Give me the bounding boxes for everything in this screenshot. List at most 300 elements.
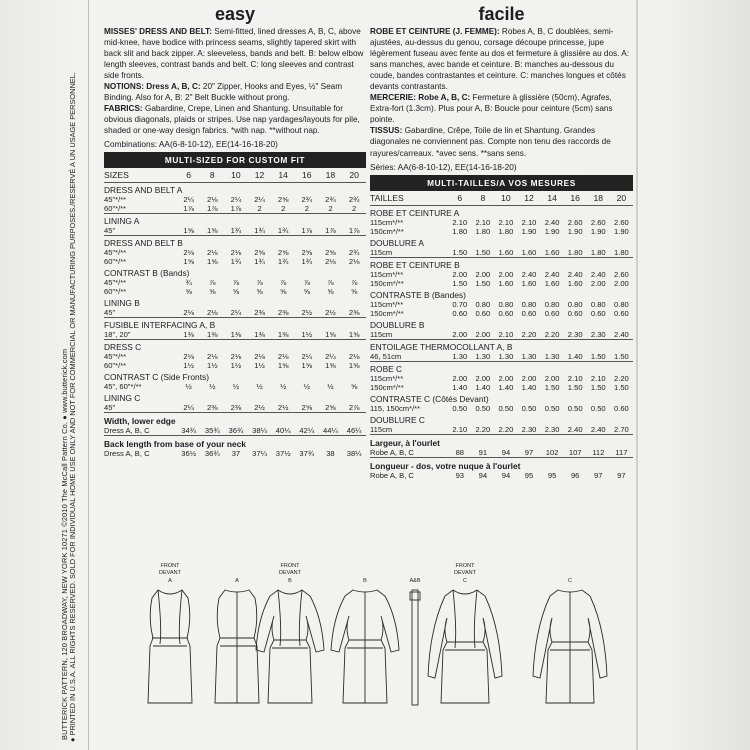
yardage-cell: 0.60 (614, 308, 629, 318)
yardage-cell: 0.80 (521, 299, 537, 309)
yardage-cell: 0.80 (614, 299, 629, 309)
yardage-section-label: DRESS AND BELT B (104, 238, 183, 249)
yardage-cell: 2¾ (301, 195, 313, 205)
dress-a-front-sketch (148, 590, 192, 703)
fabric-width-label: 45"*/** (104, 248, 127, 258)
back-length-row-label: Robe A, B, C (370, 470, 414, 480)
yardage-cell: ⅞ (280, 278, 287, 288)
yardage-cell: 0.50 (498, 403, 514, 413)
yardage-cell: 2.00 (452, 269, 468, 279)
yardage-section-row (370, 205, 633, 218)
yardage-cell: 2¼ (230, 195, 242, 205)
width-cell: 97 (524, 447, 534, 457)
yardage-cell: 1¾ (301, 257, 313, 267)
yardage-cell: 2⅛ (348, 352, 360, 362)
combinations: Combinations: AA(6-8-10-12), EE(14-16-18-20) (104, 139, 278, 150)
yardage-cell: 2⅜ (254, 308, 265, 318)
fabrics-label: TISSUS: (370, 126, 403, 136)
back-length-heading-row (104, 436, 366, 450)
yardage-cell: 2.10 (498, 329, 514, 339)
description-label: MISSES' DRESS AND BELT: (104, 27, 212, 36)
yardage-cell: 1⅞ (301, 226, 313, 236)
yardage-cell: 1½ (301, 330, 313, 340)
french-description (370, 26, 633, 159)
yardage-cell: 0.50 (544, 403, 560, 413)
back-length-cell: 36½ (181, 449, 197, 459)
yardage-cell: 1.60 (498, 247, 514, 257)
sizes-label: TAILLES (370, 192, 404, 203)
combinations: Séries: AA(6-8-10-12), EE(14-16-18-20) (370, 161, 517, 172)
fabric-width-label: 115cm*/** (370, 269, 404, 279)
yardage-cell: 2.10 (498, 217, 514, 227)
yardage-cell: 1.50 (475, 278, 491, 288)
width-heading-row (104, 413, 366, 427)
width-cell: 117 (615, 447, 628, 457)
yardage-cell: 2⅝ (277, 248, 289, 258)
yardage-cell: 2.60 (590, 217, 606, 227)
fabric-width-label: 115cm (370, 247, 393, 257)
yardage-cell: 2.70 (614, 424, 629, 434)
yardage-cell: 2¼ (183, 403, 194, 413)
english-column (104, 0, 366, 458)
sketch-label-front-b: FRONT (280, 563, 300, 569)
yardage-cell: 2.20 (521, 329, 537, 339)
yardage-cell: 2 (257, 204, 262, 214)
yardage-cell: 2⅝ (254, 248, 265, 258)
yardage-cell: 2¾ (348, 248, 360, 258)
yardage-cell: 0.80 (475, 299, 491, 309)
yardage-cell: 2.20 (498, 424, 514, 434)
width-label: Width, lower edge (104, 416, 176, 427)
yardage-cell: 2 (328, 204, 333, 214)
yardage-section-label: ROBE C (370, 363, 403, 374)
yardage-cell: 2.00 (452, 373, 468, 383)
size-cell: 10 (231, 170, 241, 181)
yardage-cell: 1.90 (544, 226, 560, 236)
yardage-row (370, 218, 633, 227)
yardage-cell: 1.50 (567, 382, 583, 392)
yardage-cell: 2.60 (614, 217, 629, 227)
yardage-cell: 1.80 (567, 247, 583, 257)
yardage-cell: 2.60 (567, 217, 583, 227)
back-length-heading-row (370, 457, 633, 471)
back-length-cell: 95 (547, 470, 557, 480)
back-length-row (104, 449, 366, 458)
yardage-cell: 2.40 (567, 269, 583, 279)
yardage-cell: 0.60 (498, 308, 514, 318)
yardage-cell: 2.00 (452, 329, 468, 339)
notions-label: NOTIONS: Dress A, B, C: (104, 82, 201, 92)
fabric-width-label: 45"*/** (104, 352, 127, 362)
yardage-cell: 2⅛ (207, 352, 218, 362)
yardage-cell: 2⅝ (325, 403, 336, 413)
yardage-cell: 2.10 (521, 217, 537, 227)
width-cell: 107 (568, 447, 582, 457)
yardage-cell: 2.10 (590, 373, 606, 383)
yardage-row (370, 279, 633, 288)
yardage-section-row (370, 236, 633, 248)
yardage-cell: 1.60 (567, 278, 583, 288)
yardage-bar: MULTI-TAILLES/A VOS MESURES (370, 175, 633, 191)
yardage-cell: 1⅜ (277, 330, 289, 340)
yardage-cell: 2.60 (614, 269, 629, 279)
fabrics-text: Gabardine, Crepe, Linen and Shantung. Unsuitable for obvious diagonals, plaids or stripes. Use nap yardages/layouts for pile, shaded or one-way design fabrics. *with nap. **without nap. (104, 104, 360, 136)
yardage-cell: 1.90 (521, 226, 537, 236)
yardage-cell: ⅝ (256, 287, 263, 297)
yardage-section-row (370, 318, 633, 330)
size-cell: 20 (616, 192, 627, 203)
yardage-row (104, 308, 366, 318)
yardage-cell: ⅝ (232, 287, 240, 297)
yardage-cell: ½ (256, 382, 263, 392)
yardage-cell: 2.00 (590, 278, 606, 288)
yardage-cell: 1.30 (452, 351, 468, 361)
yardage-row (370, 352, 633, 362)
yardage-cell: 1⅞ (183, 204, 194, 214)
yardage-section-row (370, 361, 633, 374)
yardage-cell: 1⅝ (348, 361, 360, 371)
size-cell: 6 (186, 170, 192, 181)
yardage-section-label: CONTRAST C (Side Fronts) (104, 372, 210, 383)
yardage-row (370, 425, 633, 435)
yardage-cell: ⅝ (350, 287, 358, 297)
yardage-cell: 2.00 (475, 373, 491, 383)
yardage-cell: 2.40 (567, 424, 583, 434)
yardage-section-row (104, 183, 366, 196)
yardage-cell: 0.70 (452, 299, 468, 309)
description-text: Robes A, B, C doublées, semi-ajustées, au-dessus du genou, corsage découpe princesse, jupe légèrement fuseau avec fente au dos et fermeture à glissière au dos. A: sans manches, avec bande et ceinture. B: manches au-dessous du coude, bandes contrastantes et ceinture. C: manches longues et côtés devants contrastants. (370, 27, 629, 92)
dress-b-front-sketch (256, 590, 324, 703)
yardage-section-label: DOUBLURE A (370, 237, 424, 248)
yardage-cell: 2¾ (325, 195, 336, 205)
yardage-row (104, 226, 366, 236)
yardage-cell: 1.50 (614, 351, 629, 361)
yardage-cell: 0.60 (475, 308, 491, 318)
yardage-cell: 2⅛ (277, 352, 289, 362)
yardage-section-row (370, 257, 633, 270)
fabric-width-label: 150cm*/** (370, 226, 404, 236)
yardage-cell: 2¾ (348, 195, 360, 205)
yardage-section-label: LINING B (104, 298, 140, 309)
yardage-cell: 1⅝ (207, 226, 218, 236)
yardage-cell: 1⅞ (325, 226, 336, 236)
yardage-cell: 1½ (254, 361, 265, 371)
yardage-cell: 2⅞ (348, 403, 360, 413)
size-cell: 10 (501, 192, 511, 203)
dress-c-front-sketch (428, 590, 502, 703)
yardage-cell: ½ (209, 382, 216, 392)
width-row (104, 426, 366, 436)
yardage-section-label: DRESS AND BELT A (104, 185, 183, 196)
back-length-cell: 94 (501, 470, 511, 480)
yardage-cell: 1½ (230, 361, 242, 371)
fabric-width-label: 45"*/** (104, 195, 127, 205)
width-row-label: Dress A, B, C (104, 426, 150, 436)
yardage-table (104, 168, 366, 458)
yardage-cell: 1⅜ (207, 330, 218, 340)
yardage-cell: 0.60 (590, 308, 606, 318)
back-length-row (370, 471, 633, 480)
yardage-cell: 1.30 (498, 351, 514, 361)
back-length-cell: 94 (478, 470, 488, 480)
yardage-cell: 1.40 (521, 382, 537, 392)
belt-sketch (410, 590, 420, 705)
yardage-cell: 2¼ (254, 195, 265, 205)
yardage-cell: ⅝ (280, 287, 287, 297)
yardage-cell: 1.60 (498, 278, 514, 288)
yardage-row (370, 309, 633, 318)
fabric-width-label: 18", 20" (104, 330, 131, 340)
yardage-cell: 2.40 (544, 269, 560, 279)
size-cell: 6 (457, 192, 463, 203)
width-cell: 102 (545, 447, 559, 457)
yardage-cell: 2.00 (521, 373, 537, 383)
yardage-cell: 2.00 (498, 269, 514, 279)
yardage-cell: 1⅝ (301, 361, 313, 371)
publisher-imprint: BUTTERICK PATTERN, 120 BROADWAY, NEW YORK 10271 ©2010 The McCall Pattern Co. ● www.butterick.com (60, 348, 69, 740)
sketch-label-b-back: B (363, 578, 367, 584)
yardage-cell: 2⅝ (277, 195, 289, 205)
yardage-cell: 0.80 (590, 299, 606, 309)
yardage-cell: ⅞ (327, 278, 334, 288)
yardage-row (104, 330, 366, 340)
yardage-cell: 2.40 (544, 217, 560, 227)
notions-text: 20" Zipper, Hooks and Eyes, ½" Seam Binding. Also for A, B: 2" Belt Buckle without prong. (104, 82, 343, 103)
width-cell: 44¼ (323, 426, 338, 436)
sketch-label-c-front: C (463, 578, 467, 584)
size-cell: 18 (593, 192, 604, 203)
yardage-cell: 1¾ (254, 226, 265, 236)
yardage-section-label: LINING C (104, 393, 141, 404)
yardage-cell: ⅞ (350, 278, 358, 288)
sketch-label-front-a: FRONT (160, 563, 180, 569)
yardage-cell: 2⅝ (325, 248, 336, 258)
yardage-cell: ½ (232, 382, 240, 392)
yardage-cell: 1⅝ (277, 361, 289, 371)
description-label: ROBE ET CEINTURE (J. FEMME): (370, 27, 500, 36)
yardage-cell: 1⅞ (207, 204, 218, 214)
back-length-cell: 38 (326, 449, 335, 459)
yardage-cell: 2.10 (452, 424, 468, 434)
yardage-cell: ⅞ (209, 278, 216, 288)
yardage-cell: 0.60 (521, 308, 537, 318)
yardage-cell: 1.30 (544, 351, 560, 361)
yardage-cell: 0.60 (567, 308, 583, 318)
dress-c-back-sketch (533, 590, 607, 703)
yardage-cell: 2¼ (183, 195, 194, 205)
english-description (104, 26, 366, 136)
yardage-bar: MULTI-SIZED FOR CUSTOM FIT (104, 152, 366, 168)
yardage-cell: 2½ (254, 403, 265, 413)
yardage-cell: 0.50 (567, 403, 583, 413)
back-length-label: Back length from base of your neck (104, 439, 246, 450)
yardage-cell: 2.00 (614, 278, 629, 288)
yardage-cell: 0.60 (544, 308, 560, 318)
sketch-label-c-back: C (568, 578, 572, 584)
yardage-cell: 2 (304, 204, 309, 214)
size-cell: 8 (480, 192, 486, 203)
yardage-cell: 2⅜ (348, 308, 360, 318)
yardage-row (370, 404, 633, 413)
yardage-cell: ½ (303, 382, 310, 392)
yardage-cell: ½ (327, 382, 334, 392)
yardage-cell: 1⅝ (348, 330, 360, 340)
yardage-cell: 1⅜ (230, 330, 242, 340)
yardage-cell: 1.80 (452, 226, 468, 236)
yardage-section-row (104, 318, 366, 331)
yardage-cell: 1½ (183, 361, 194, 371)
fabric-width-label: 45"*/** (104, 278, 127, 288)
yardage-cell: 1⅝ (183, 257, 194, 267)
yardage-cell: 2.10 (475, 217, 491, 227)
yardage-cell: 1.80 (498, 226, 514, 236)
yardage-cell: 1.50 (452, 278, 468, 288)
yardage-cell: 1.40 (567, 351, 583, 361)
yardage-cell: 0.50 (475, 403, 491, 413)
width-row (370, 448, 633, 458)
back-length-cell: 37¼ (252, 449, 267, 459)
yardage-section-row (370, 392, 633, 404)
yardage-cell: 1.50 (544, 382, 560, 392)
back-length-cell: 36¾ (204, 449, 220, 459)
page-fold-line (88, 0, 89, 750)
fabrics-label: FABRICS: (104, 104, 143, 114)
size-cell: 12 (254, 170, 265, 181)
yardage-cell: 2¼ (325, 352, 336, 362)
yardage-cell: 2½ (301, 308, 313, 318)
yardage-section-row (370, 288, 633, 300)
fabric-width-label: 45" (104, 308, 116, 318)
width-cell: 88 (455, 447, 465, 457)
yardage-cell: 2 (352, 204, 357, 214)
yardage-row (104, 257, 366, 266)
yardage-cell: 0.50 (452, 403, 468, 413)
yardage-section-label: ENTOILAGE THERMOCOLLANT A, B (370, 341, 513, 352)
yardage-section-label: LINING A (104, 216, 140, 227)
yardage-cell: ⅝ (303, 287, 310, 297)
yardage-cell: 2⅜ (277, 308, 289, 318)
yardage-cell: 2½ (277, 403, 289, 413)
french-title: facile (478, 4, 525, 24)
yardage-cell: 2 (281, 204, 286, 214)
yardage-row (370, 383, 633, 392)
yardage-cell: ¾ (185, 278, 192, 288)
width-cell: 46¼ (346, 426, 362, 436)
yardage-cell: 1.30 (475, 351, 491, 361)
yardage-cell: 2.40 (614, 329, 629, 339)
fabric-width-label: 60"*/** (104, 361, 127, 371)
yardage-cell: 1.30 (521, 351, 537, 361)
yardage-row (104, 287, 366, 296)
english-title: easy (214, 4, 256, 24)
yardage-cell: 2.20 (544, 329, 560, 339)
yardage-section-label: DRESS C (104, 342, 142, 353)
yardage-cell: 0.60 (452, 308, 468, 318)
yardage-row (104, 195, 366, 204)
size-cell: 14 (278, 170, 288, 181)
back-length-cell: 37 (231, 449, 241, 459)
width-cell: 38¼ (252, 426, 267, 436)
yardage-cell: 2⅛ (254, 352, 265, 362)
yardage-cell: 1.50 (590, 382, 606, 392)
sketch-label-devant-b: DEVANT (279, 570, 301, 576)
yardage-cell: 1.40 (452, 382, 468, 392)
yardage-cell: 1⅜ (254, 330, 265, 340)
back-length-cell: 37¾ (299, 449, 315, 459)
yardage-row (370, 330, 633, 340)
back-length-cell: 95 (524, 470, 534, 480)
yardage-row (104, 352, 366, 361)
back-length-cell: 97 (594, 470, 603, 480)
yardage-cell: 2.10 (452, 217, 468, 227)
french-column (370, 0, 633, 480)
sketch-label-b-front: B (288, 578, 292, 584)
back-length-label: Longueur - dos, votre nuque à l'ourlet (370, 460, 521, 471)
yardage-cell: ⅞ (256, 278, 263, 288)
size-cell: 20 (349, 170, 359, 181)
yardage-cell: 2.20 (475, 424, 491, 434)
yardage-cell: 2⅛ (183, 308, 194, 318)
rights-notice: ● PRINTED IN U.S.A. ALL RIGHTS RESERVED. SOLD FOR INDIVIDUAL HOME USE ONLY AND NOT FOR COMMERCIAL OR MANUFACTURING PURPOSES./RESERVÉ A UN USAGE PERSONNEL. (68, 72, 77, 742)
sketch-label-a-front: A (168, 578, 172, 584)
yardage-cell: 1.60 (521, 247, 537, 257)
yardage-cell: 1.90 (567, 226, 583, 236)
yardage-cell: 1.50 (590, 351, 606, 361)
yardage-cell: 1⅜ (183, 330, 194, 340)
right-edge-line (636, 0, 638, 750)
back-length-cell: 97 (617, 470, 626, 480)
yardage-cell: ½ (185, 382, 192, 392)
yardage-row (370, 248, 633, 258)
yardage-section-row (104, 296, 366, 308)
sketch-label-devant-c: DEVANT (454, 570, 476, 576)
width-cell: 35¾ (204, 426, 220, 436)
yardage-section-label: CONTRAST B (Bands) (104, 268, 190, 279)
yardage-row (104, 248, 366, 257)
width-cell: 40¼ (275, 426, 291, 436)
yardage-cell: 2⅛ (183, 248, 194, 258)
yardage-cell: 2⅛ (207, 195, 218, 205)
yardage-cell: 1⅝ (325, 330, 336, 340)
yardage-cell: 2.00 (544, 373, 560, 383)
yardage-section-label: ROBE ET CEINTURE B (370, 259, 460, 270)
yardage-row (104, 403, 366, 413)
yardage-cell: 1.40 (498, 382, 514, 392)
dress-b-back-sketch (331, 590, 399, 703)
yardage-row (104, 361, 366, 370)
size-cell: 18 (325, 170, 336, 181)
yardage-row (370, 300, 633, 309)
yardage-cell: 2⅛ (230, 352, 242, 362)
yardage-section-row (104, 214, 366, 227)
size-header-row (370, 191, 633, 206)
yardage-cell: 1⅞ (230, 204, 242, 214)
yardage-cell: 1⅝ (183, 226, 194, 236)
fabric-width-label: 150cm*/** (370, 308, 404, 318)
fabric-width-label: 60"*/** (104, 287, 127, 297)
yardage-cell: ½ (280, 382, 287, 392)
yardage-cell: 2.30 (590, 329, 606, 339)
yardage-cell: 1.60 (544, 278, 560, 288)
width-cell: 94 (501, 447, 511, 457)
yardage-cell: 1¾ (230, 257, 242, 267)
yardage-cell: ⅞ (303, 278, 310, 288)
description-text: Semi-fitted, lined dresses A, B, C, above mid-knee, have bodice with princess seams, slightly tapered skirt with back slit and back zipper. A: sleeveless, bands and belt. B: below elbow length sleeves, contrast bands and belt. C: long sleeves and contrast side fronts. (104, 27, 364, 81)
yardage-section-row (104, 236, 366, 249)
size-cell: 16 (570, 192, 580, 203)
width-cell: 112 (592, 447, 605, 457)
notions-text: Fermeture à glissière (50cm), Agrafes, Extra-fort (1.3cm). Plus pour A, B: Boucle pour ceinture (5cm) sans pointe. (370, 93, 613, 125)
